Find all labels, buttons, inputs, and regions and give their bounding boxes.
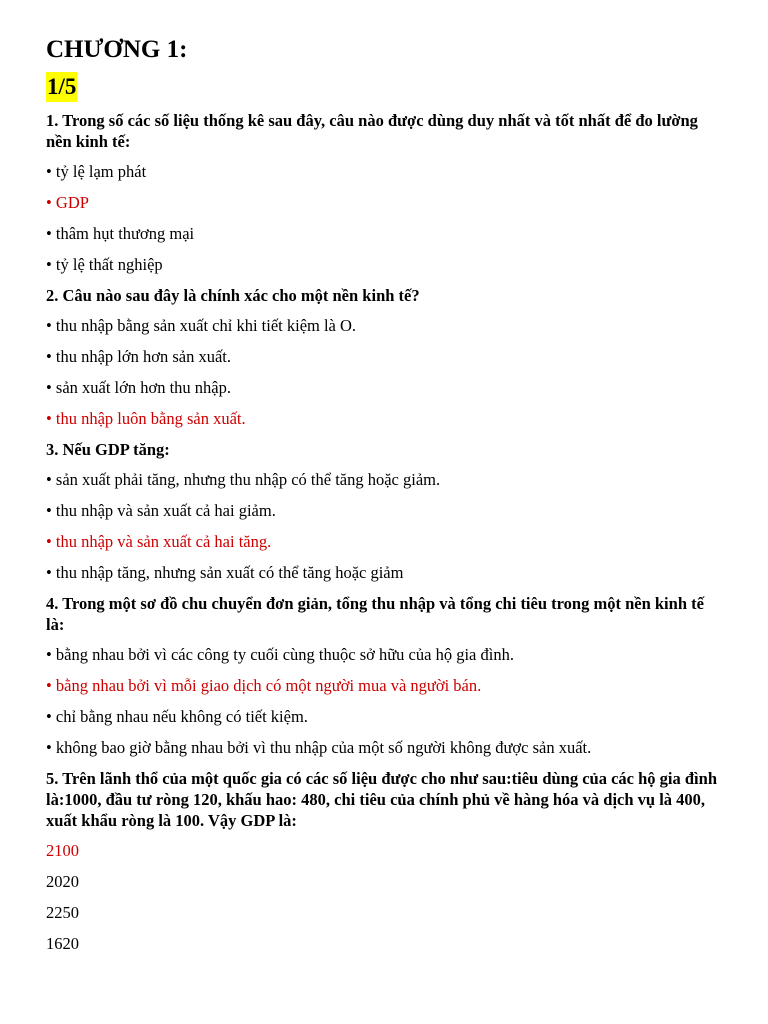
q2-option-3: • sản xuất lớn hơn thu nhập. <box>46 378 231 397</box>
q2-option-2: • thu nhập lớn hơn sản xuất. <box>46 347 231 366</box>
q3-option-3-correct: • thu nhập và sản xuất cả hai tăng. <box>46 532 272 551</box>
question-2: 2. Câu nào sau đây là chính xác cho một nền kinh tế? <box>46 286 420 305</box>
q4-option-4: • không bao giờ bằng nhau bởi vì thu nhập của một số người không được sản xuất. <box>46 738 592 757</box>
question-1: 1. Trong số các số liệu thống kê sau đây, câu nào được dùng duy nhất và tốt nhất để đo lường nền kinh tế: <box>46 111 698 151</box>
q1-option-1: • tỷ lệ lạm phát <box>46 162 147 181</box>
chapter-title: CHƯƠNG 1: <box>46 36 188 63</box>
q2-option-4-correct: • thu nhập luôn bằng sản xuất. <box>46 409 246 428</box>
q5-option-1-correct: 2100 <box>46 841 79 860</box>
q3-option-1: • sản xuất phải tăng, nhưng thu nhập có thể tăng hoặc giảm. <box>46 470 441 489</box>
q3-option-4: • thu nhập tăng, nhưng sản xuất có thể tăng hoặc giảm <box>46 563 404 582</box>
q4-option-3: • chỉ bằng nhau nếu không có tiết kiệm. <box>46 707 308 726</box>
q1-option-2-correct: • GDP <box>46 193 89 212</box>
question-5: 5. Trên lãnh thổ của một quốc gia có các số liệu được cho như sau:tiêu dùng của các hộ gia đình là:1000, đầu tư ròng 120, khấu hao: 480, chi tiêu của chính phủ về hàng hóa và dịch vụ là 400, xuất khẩu ròng là 100. Vậy GDP là: <box>46 769 717 830</box>
q2-option-1: • thu nhập bằng sản xuất chỉ khi tiết kiệm là O. <box>46 316 357 335</box>
section-label: 1/5 <box>46 72 77 102</box>
question-4: 4. Trong một sơ đồ chu chuyển đơn giản, tổng thu nhập và tổng chi tiêu trong một nền kinh tế là: <box>46 594 704 634</box>
q1-option-3: • thâm hụt thương mại <box>46 224 195 243</box>
q3-option-2: • thu nhập và sản xuất cả hai giảm. <box>46 501 276 520</box>
section-label-wrap <box>46 72 722 104</box>
q5-option-4: 1620 <box>46 934 79 953</box>
q1-option-4: • tỷ lệ thất nghiệp <box>46 255 163 274</box>
q4-option-2-correct: • bằng nhau bởi vì mỗi giao dịch có một người mua và người bán. <box>46 676 482 695</box>
q5-option-3: 2250 <box>46 903 79 922</box>
question-3: 3. Nếu GDP tăng: <box>46 440 170 459</box>
q5-option-2: 2020 <box>46 872 79 891</box>
q4-option-1: • bằng nhau bởi vì các công ty cuối cùng thuộc sở hữu của hộ gia đình. <box>46 645 514 664</box>
